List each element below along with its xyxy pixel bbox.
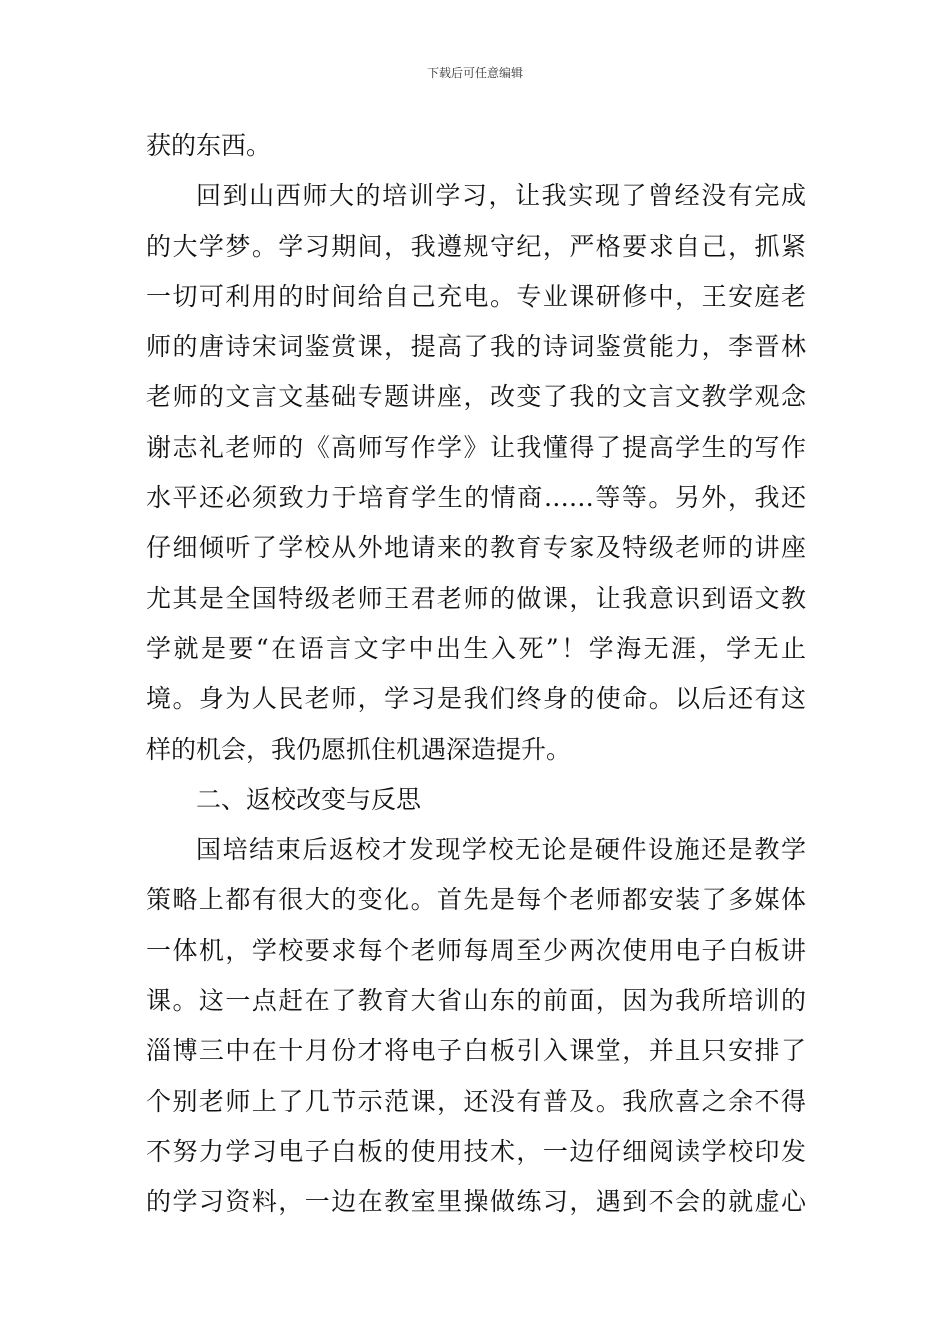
text-line: 尤其是全国特级老师王君老师的做课，让我意识到语文教 [146,583,806,613]
text-line: 水平还必须致力于培育学生的情商……等等。另外，我还 [146,483,806,513]
text-line: 仔细倾听了学校从外地请来的教育专家及特级老师的讲座 [146,533,806,563]
text-line: 的学习资料，一边在教室里操做练习，遇到不会的就虚心 [146,1187,806,1217]
document-body [146,121,806,1228]
text-line: 淄博三中在十月份才将电子白板引入课堂，并且只安排了 [146,1036,806,1066]
text-line: 课。这一点赶在了教育大省山东的前面，因为我所培训的 [146,986,806,1016]
page-header: 下载后可任意编辑 [426,66,523,80]
text-line: 不努力学习电子白板的使用技术，一边仔细阅读学校印发 [146,1136,806,1166]
paragraph-first-line: 国培结束后返校才发现学校无论是硬件设施还是教学 [196,835,806,865]
text-line: 谢志礼老师的《高师写作学》让我懂得了提高学生的写作 [146,432,806,462]
text-line: 个别老师上了几节示范课，还没有普及。我欣喜之余不得 [146,1086,806,1116]
text-line: 境。身为人民老师，学习是我们终身的使命。以后还有这 [146,684,806,714]
text-line: 学就是要“在语言文字中出生入死”！学海无涯，学无止 [146,633,806,663]
text-line: 一切可利用的时间给自己充电。专业课研修中，王安庭老 [146,281,806,311]
text-line: 老师的文言文基础专题讲座，改变了我的文言文教学观念 [146,382,806,412]
text-line: 获的东西。 [146,131,272,160]
section-heading: 二、返校改变与反思 [196,784,422,814]
text-line: 策略上都有很大的变化。首先是每个老师都安装了多媒体 [146,885,806,915]
text-line: 一体机，学校要求每个老师每周至少两次使用电子白板讲 [146,935,806,965]
text-line: 的大学梦。学习期间，我遵规守纪，严格要求自己，抓紧 [146,231,806,261]
paragraph-first-line: 回到山西师大的培训学习，让我实现了曾经没有完成 [196,181,806,211]
text-line: 师的唐诗宋词鉴赏课，提高了我的诗词鉴赏能力，李晋林 [146,332,806,362]
text-line: 样的机会，我仍愿抓住机遇深造提升。 [146,734,572,764]
